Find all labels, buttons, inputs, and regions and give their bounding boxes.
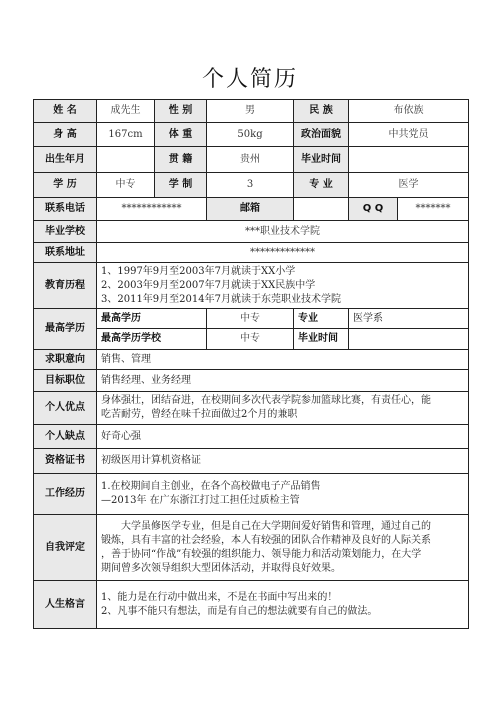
motto-text bbox=[97, 581, 469, 629]
certs-value: 初级医用计算机资格证 bbox=[97, 449, 469, 474]
self-eval-line: 大学虽修医学专业，但是自己在大学期间爱好销售和管理，通过自己的 bbox=[121, 520, 431, 532]
phone-label: 联系电话 bbox=[34, 198, 97, 221]
self-eval-line: 期间曾多次领导组织大型团体活动，并取得良好效果。 bbox=[101, 562, 341, 574]
duration-value: 3 bbox=[207, 173, 294, 198]
hometown-value: 贵州 bbox=[207, 147, 294, 173]
history-item: 3、2011年9月至2014年7月就读于东莞职业技术学院 bbox=[101, 293, 341, 305]
row-height bbox=[34, 123, 469, 147]
row-highest-2 bbox=[34, 329, 469, 350]
height-value: 167cm bbox=[97, 123, 155, 147]
highest-grad-label: 毕业时间 bbox=[294, 329, 349, 350]
work-line: 1.在校期间自主创业，在各个高校做电子产品销售 bbox=[101, 481, 321, 492]
weight-value: 50kg bbox=[207, 123, 294, 147]
row-name bbox=[34, 100, 469, 123]
grad-time-value bbox=[349, 147, 469, 173]
highest-major-label: 专业 bbox=[294, 309, 349, 329]
birth-value bbox=[97, 147, 155, 173]
hometown-label: 贯 籍 bbox=[155, 147, 207, 173]
row-target bbox=[34, 370, 469, 392]
self-eval-line: 锻炼，具有丰富的社会经验，本人有较强的团队合作精神及良好的人际关系 bbox=[101, 534, 431, 546]
ethnicity-label: 民 族 bbox=[294, 100, 349, 123]
weakness-label: 个人缺点 bbox=[34, 425, 97, 449]
row-birth bbox=[34, 147, 469, 173]
gender-value: 男 bbox=[207, 100, 294, 123]
motto-label: 人生格言 bbox=[34, 581, 97, 629]
phone-value: ************ bbox=[97, 198, 207, 221]
motto-line: 1、能力是在行动中做出来，不是在书面中写出来的！ bbox=[101, 591, 338, 603]
certs-label: 资格证书 bbox=[34, 449, 97, 474]
row-weakness bbox=[34, 425, 469, 449]
grad-time-label: 毕业时间 bbox=[294, 147, 349, 173]
political-label: 政治面貌 bbox=[294, 123, 349, 147]
motto-line: 2、凡事不能只有想法，而是有自己的想法就要有自己的做法。 bbox=[101, 605, 378, 617]
qq-label: Q Q bbox=[349, 198, 398, 221]
weakness-value: 好奇心强 bbox=[97, 425, 469, 449]
school-label: 毕业学校 bbox=[34, 221, 97, 243]
strengths-line: 吃苦耐劳，曾经在味千拉面做过2个月的兼职 bbox=[101, 409, 298, 420]
strengths-text bbox=[97, 392, 469, 425]
row-self-eval bbox=[34, 515, 469, 581]
weight-label: 体 重 bbox=[155, 123, 207, 147]
height-label: 身 高 bbox=[34, 123, 97, 147]
school-value: ***职业技术学院 bbox=[97, 221, 469, 243]
highest-school-label: 最高学历学校 bbox=[97, 329, 207, 350]
highest-major-value: 医学系 bbox=[349, 309, 469, 329]
duration-label: 学 制 bbox=[155, 173, 207, 198]
email-value bbox=[294, 198, 349, 221]
highest-degree-label: 最高学历 bbox=[97, 309, 207, 329]
name-label: 姓 名 bbox=[34, 100, 97, 123]
education-value: 中专 bbox=[97, 173, 155, 198]
target-value: 销售经理、业务经理 bbox=[97, 370, 469, 392]
highest-school-value: 中专 bbox=[207, 329, 294, 350]
row-contact bbox=[34, 198, 469, 221]
work-text bbox=[97, 474, 469, 515]
history-label: 教育历程 bbox=[34, 263, 97, 309]
work-label: 工作经历 bbox=[34, 474, 97, 515]
row-school bbox=[34, 221, 469, 243]
major-value: 医学 bbox=[349, 173, 469, 198]
work-line: —2013年 在广东浙江打过工担任过质检主管 bbox=[101, 495, 300, 506]
address-label: 联系地址 bbox=[34, 243, 97, 263]
row-education bbox=[34, 173, 469, 198]
history-item: 1、1997年9月至2003年7月就读于XX小学 bbox=[101, 265, 296, 277]
qq-value: ******* bbox=[398, 198, 469, 221]
self-eval-text bbox=[97, 515, 469, 581]
self-eval-line: ，善于协同“作战”有较强的组织能力、领导能力和活动策划能力，在大学 bbox=[101, 548, 422, 560]
gender-label: 性 别 bbox=[155, 100, 207, 123]
ethnicity-value: 布依族 bbox=[349, 100, 469, 123]
history-list bbox=[97, 263, 469, 309]
address-value: ************* bbox=[97, 243, 469, 263]
intent-label: 求职意向 bbox=[34, 350, 97, 370]
birth-label: 出生年月 bbox=[34, 147, 97, 173]
resume-table bbox=[33, 99, 469, 629]
row-work bbox=[34, 474, 469, 515]
page-title: 个人简历 bbox=[201, 67, 298, 92]
name-value: 成先生 bbox=[97, 100, 155, 123]
history-item: 2、2003年9月至2007年7月就读于XX民族中学 bbox=[101, 279, 316, 291]
row-history bbox=[34, 263, 469, 309]
intent-value: 销售、管理 bbox=[97, 350, 469, 370]
self-eval-label: 自我评定 bbox=[34, 515, 97, 581]
row-address bbox=[34, 243, 469, 263]
email-label: 邮箱 bbox=[207, 198, 294, 221]
highest-grad-value bbox=[349, 329, 469, 350]
major-label: 专 业 bbox=[294, 173, 349, 198]
row-certs bbox=[34, 449, 469, 474]
row-highest-1 bbox=[34, 309, 469, 329]
row-motto bbox=[34, 581, 469, 629]
strengths-label: 个人优点 bbox=[34, 392, 97, 425]
education-label: 学 历 bbox=[34, 173, 97, 198]
row-strengths bbox=[34, 392, 469, 425]
highest-label: 最高学历 bbox=[34, 309, 97, 350]
political-value: 中共党员 bbox=[349, 123, 469, 147]
row-intent bbox=[34, 350, 469, 370]
target-label: 目标职位 bbox=[34, 370, 97, 392]
strengths-line: 身体强壮，团结奋进，在校期间多次代表学院参加篮球比赛，有责任心，能 bbox=[101, 395, 431, 406]
highest-degree-value: 中专 bbox=[207, 309, 294, 329]
